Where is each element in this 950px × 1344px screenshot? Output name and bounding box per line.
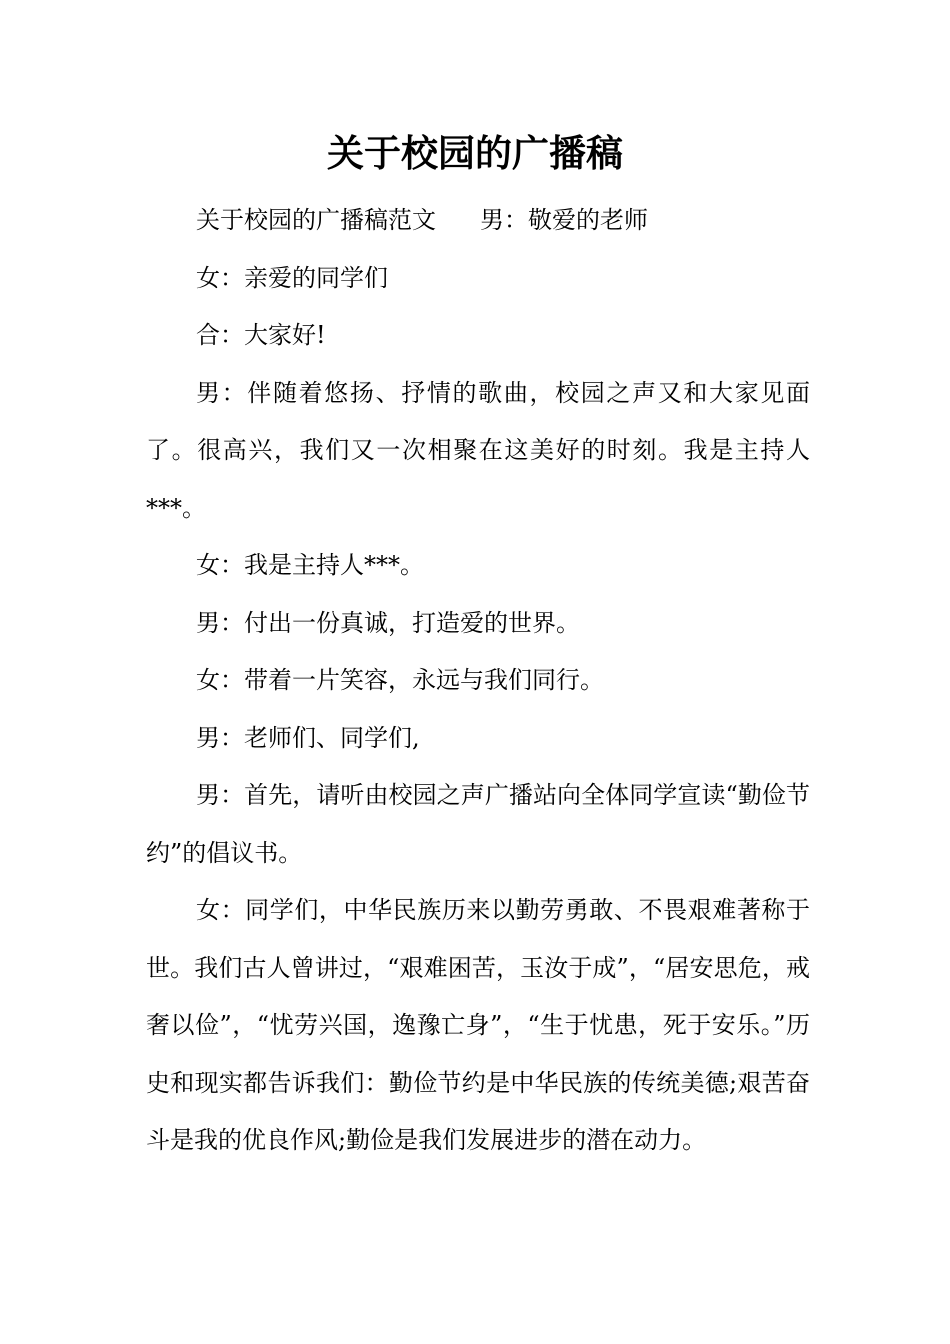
paragraph-3: 男：伴随着悠扬、抒情的歌曲，校园之声又和大家见面了。很高兴，我们又一次相聚在这美好的时刻。我是主持人***。 xyxy=(146,378,810,522)
paragraph-9: 女：同学们，中华民族历来以勤劳勇敢、不畏艰难著称于世。我们古人曾讲过，“艰难困苦，玉汝于成”，“居安思危，戒奢以俭”，“忧劳兴国，逸豫亡身”，“生于忧患，死于安乐。”历史和现实都告诉我们：勤俭节约是中华民族的传统美德;艰苦奋斗是我的优良作风;勤俭是我们发展进步的潜在动力。 xyxy=(146,896,810,1154)
paragraph-7: 男：老师们、同学们, xyxy=(196,723,420,752)
paragraph-8: 男：首先，请听由校园之声广播站向全体同学宣读“勤俭节约”的倡议书。 xyxy=(146,781,810,867)
intro-left-text: 关于校园的广播稿范文 xyxy=(196,206,436,234)
paragraph-6: 女：带着一片笑容，永远与我们同行。 xyxy=(196,666,604,694)
paragraph-1: 女：亲爱的同学们 xyxy=(196,263,388,292)
intro-paragraph xyxy=(146,192,810,250)
intro-right-text: 男：敬爱的老师 xyxy=(480,206,648,234)
paragraph-2: 合：大家好! xyxy=(196,321,326,349)
paragraph-4: 女：我是主持人***。 xyxy=(196,551,424,579)
document-body xyxy=(146,192,810,1170)
paragraph-5: 男：付出一份真诚，打造爱的世界。 xyxy=(196,608,580,637)
document-title: 关于校园的广播稿 xyxy=(327,132,623,175)
